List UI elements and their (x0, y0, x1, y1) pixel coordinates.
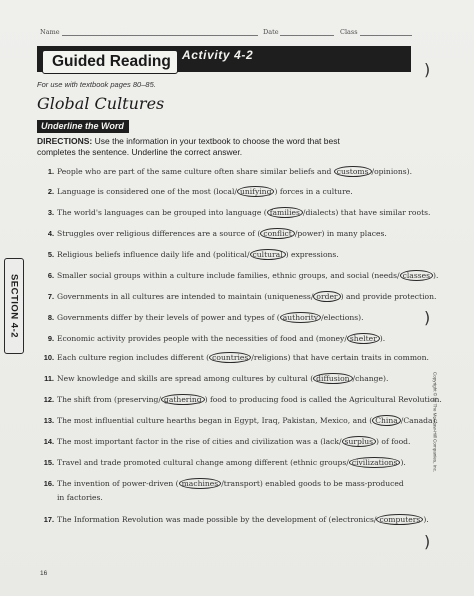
question (40, 395, 440, 407)
question (40, 208, 440, 220)
question (40, 374, 440, 386)
question-text: The most influential culture hearths began in Egypt, Iraq, Pakistan, Mexico, and ( (57, 416, 373, 425)
question (40, 479, 440, 491)
copyright-text: Copyright © by The McGraw-Hill Companies, Inc. (432, 371, 438, 473)
question-text: Travel and trade promoted cultural change among different (ethnic groups/ (57, 458, 349, 467)
class-label: Class (340, 28, 358, 36)
question-text: Smaller social groups within a culture include families, ethnic groups, and social (needs/ (57, 271, 400, 280)
date-label: Date (263, 28, 279, 36)
binder-hole-mark: ) (424, 60, 431, 79)
question-number: 1. (47, 167, 54, 176)
activity-banner (37, 44, 411, 74)
question-text: New knowledge and skills are spread among cultures by cultural ( (57, 374, 314, 383)
page-number: 16 (40, 570, 48, 577)
question-text-end: /elections). (321, 313, 364, 322)
question (40, 515, 440, 527)
circled-answer[interactable]: order (313, 291, 340, 302)
question-text: Religious beliefs influence daily life and (political/ (57, 250, 250, 259)
question (40, 458, 440, 470)
circled-answer[interactable]: diffusion (313, 373, 352, 384)
question-number: 3. (47, 208, 54, 217)
question-text-end: /opinions). (371, 167, 412, 176)
circled-answer[interactable]: shelter (347, 333, 380, 344)
question-number: 8. (47, 313, 54, 322)
section-heading: Underline the Word (37, 120, 129, 133)
question-text: The most important factor in the rise of cities and civilization was a (lack/ (57, 437, 342, 446)
directions-text: Use the information in your textbook to choose the word that best completes the sentence. Underline the correct answer. (37, 136, 340, 157)
question-number: 11. (44, 374, 54, 383)
question-text: The world's languages can be grouped into language ( (57, 208, 267, 217)
date-line (280, 35, 334, 36)
circled-answer[interactable]: conflict (260, 228, 295, 239)
question-text: Governments differ by their levels of power and types of ( (57, 313, 280, 322)
question-number: 12. (43, 395, 54, 404)
question-text-end: ) and provide protection. (340, 292, 437, 301)
circled-answer[interactable]: gathering (161, 394, 205, 405)
question-number: 13. (43, 416, 54, 425)
banner-title: Guided Reading (42, 50, 178, 74)
activity-label: Activity 4-2 (182, 48, 254, 62)
circled-answer[interactable]: authority (280, 312, 321, 323)
question-text-end: /religions) that have certain traits in common. (251, 353, 429, 362)
directions-label: DIRECTIONS: (37, 136, 93, 146)
question (40, 292, 440, 304)
question-text: The shift from (preserving/ (57, 395, 161, 404)
section-tab-label: SECTION 4-2 (8, 273, 20, 339)
directions (37, 136, 377, 157)
question (40, 353, 440, 365)
circled-answer[interactable]: classes (400, 270, 433, 281)
question-text-end: ). (400, 458, 406, 467)
name-date-class-row (0, 26, 474, 38)
circled-answer[interactable]: surplus (342, 436, 377, 447)
question-text-end: /change). (352, 374, 389, 383)
binder-hole-mark: ) (424, 532, 431, 551)
question-number: 10. (43, 353, 54, 362)
name-label: Name (40, 28, 60, 36)
question-number: 16. (43, 479, 54, 488)
question-text: Struggles over religious differences are a source of ( (57, 229, 261, 238)
textbook-pages-note: For use with textbook pages 80–85. (37, 80, 156, 89)
question-text-end: /transport) enabled goods to be mass-produced (221, 479, 404, 488)
question-number: 2. (47, 187, 54, 196)
question-text-end: ). (433, 271, 439, 280)
circled-answer[interactable]: machines (179, 478, 222, 489)
circled-answer[interactable]: families (267, 207, 303, 218)
question-text-end: ) expressions. (285, 250, 339, 259)
binder-hole-mark: ) (424, 308, 431, 327)
question-text: Each culture region includes different ( (57, 353, 210, 362)
circled-answer[interactable]: civilizations (349, 457, 401, 468)
question-number: 9. (47, 334, 54, 343)
question-number: 5. (47, 250, 54, 259)
question-text-end: ) forces in a culture. (274, 187, 353, 196)
question-text-end: /dialects) that have similar roots. (302, 208, 431, 217)
class-line (360, 35, 412, 36)
question-text: Language is considered one of the most (local/ (57, 187, 237, 196)
circled-answer[interactable]: China (372, 415, 401, 426)
question-number: 4. (47, 229, 54, 238)
question (40, 229, 440, 241)
page-title: Global Cultures (37, 94, 165, 113)
question-text-end: ) of food. (376, 437, 411, 446)
question-number: 6. (47, 271, 54, 280)
circled-answer[interactable]: countries (209, 352, 251, 363)
question (40, 187, 440, 199)
question (40, 271, 440, 283)
question-text-end: ) food to producing food is called the Agricultural Revolution. (204, 395, 442, 404)
question-text-end: ). (379, 334, 386, 343)
question-number: 7. (47, 292, 54, 301)
question (40, 437, 440, 449)
question-text: The invention of power-driven ( (57, 479, 179, 488)
question-continuation: in factories. (57, 493, 103, 502)
question-number: 14. (43, 437, 54, 446)
question-text-end: /Canada). (400, 416, 438, 425)
name-line (62, 35, 258, 36)
question (40, 250, 440, 262)
question-text: Economic activity provides people with the necessities of food and (money/ (57, 334, 347, 343)
question (40, 334, 440, 346)
circled-answer[interactable]: cultural (250, 249, 286, 260)
question-number: 17. (43, 515, 54, 524)
question-text-end: ). (423, 515, 429, 524)
question (40, 313, 440, 325)
question-text-end: /power) in many places. (294, 229, 387, 238)
circled-answer[interactable]: customs (334, 166, 372, 177)
question-number: 15. (43, 458, 54, 467)
circled-answer[interactable]: unifying (237, 186, 275, 197)
question-text: The Information Revolution was made possible by the development of (electronics/ (57, 515, 377, 524)
question-text: Governments in all cultures are intended to maintain (uniqueness/ (57, 292, 314, 301)
section-tab (4, 258, 24, 354)
question (40, 416, 440, 428)
question-text: People who are part of the same culture often share similar beliefs and (57, 167, 334, 176)
circled-answer[interactable]: computers (376, 514, 423, 525)
question (40, 167, 440, 179)
copyright-notice (430, 362, 440, 482)
